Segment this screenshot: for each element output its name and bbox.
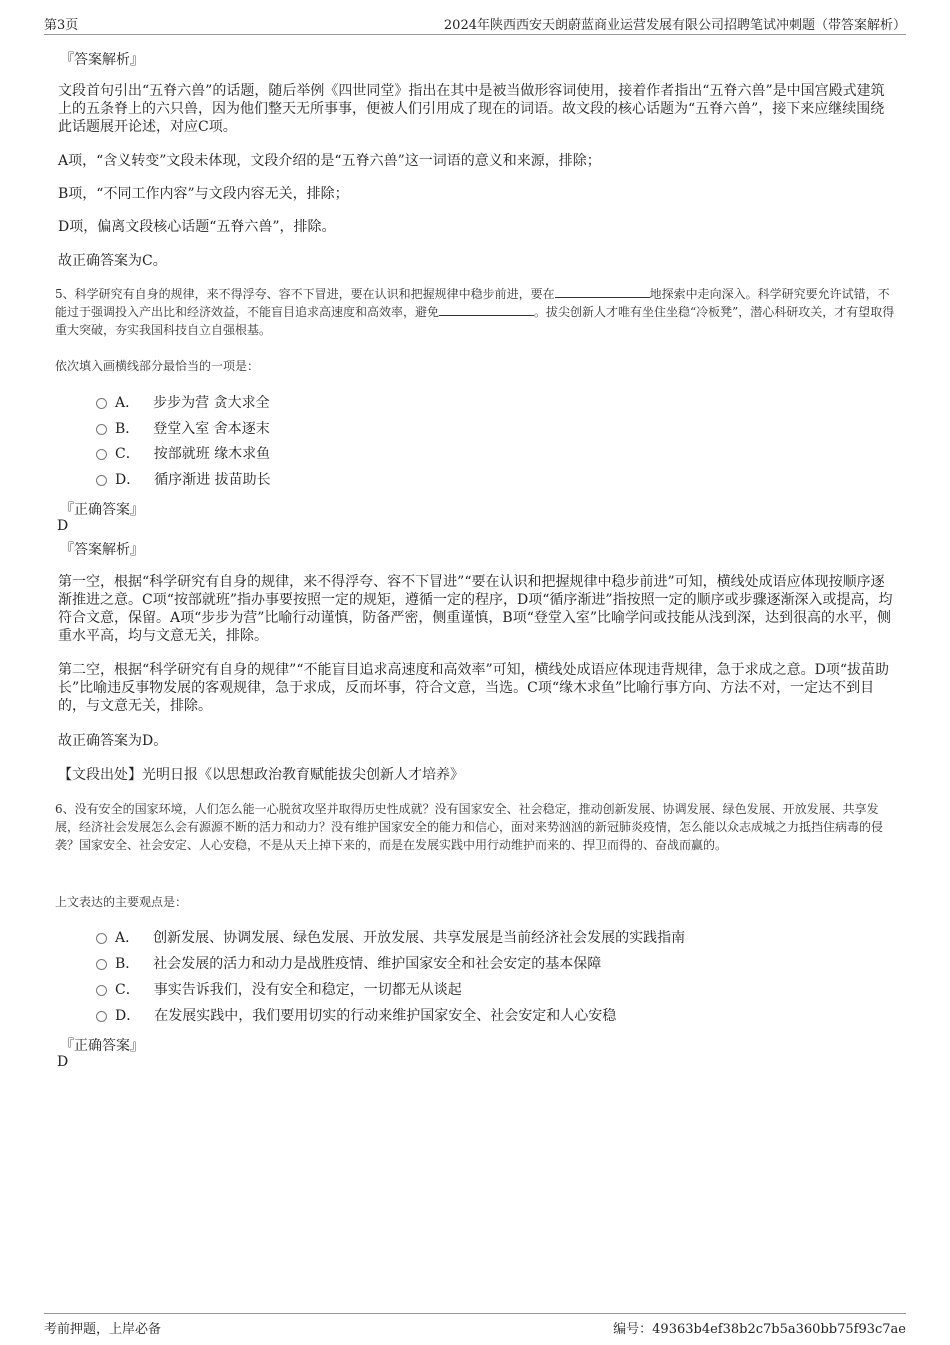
radio-icon[interactable] xyxy=(96,933,107,944)
radio-icon[interactable] xyxy=(96,475,107,486)
q6-answer-label: 『正确答案』 xyxy=(60,1038,144,1054)
q6-answer: D xyxy=(57,1054,69,1070)
q6-prompt: 上文表达的主要观点是： xyxy=(55,895,188,909)
q5-option-d[interactable]: D． 循序渐进 拔苗助长 xyxy=(96,471,271,489)
q4-conclusion: 故正确答案为C。 xyxy=(58,253,167,269)
blank-2 xyxy=(439,305,534,316)
q4-explain: 文段首句引出“五脊六兽”的话题，随后举例《四世同堂》指出在其中是被当做形容词使用，接着作者指出“五脊六兽”是中国宫殿式建筑上的五条脊上的六只兽，因为他们整天无所事事，便被人们引用成了现在的词语。故文段的核心话题为“五脊六兽”，接下来应继续围绕此话题展开论述，对应C项。 xyxy=(58,83,885,135)
page-footer xyxy=(44,1313,906,1336)
q5-option-c[interactable]: C． 按部就班 缘木求鱼 xyxy=(96,445,270,463)
document-code: 编号：49363b4ef38b2c7b5a360bb75f93c7ae xyxy=(613,1322,906,1337)
q6-option-a[interactable]: A． 创新发展、协调发展、绿色发展、开放发展、共享发展是当前经济社会发展的实践指南 xyxy=(96,929,685,947)
q5-prompt: 依次填入画横线部分最恰当的一项是： xyxy=(55,359,260,373)
q4-reason-b: B项，“不同工作内容”与文段内容无关，排除； xyxy=(58,186,349,202)
q5-explain-label: 『答案解析』 xyxy=(60,542,144,558)
radio-icon[interactable] xyxy=(96,959,107,970)
q5-stem: 5、科学研究有自身的规律，来不得浮夸、容不下冒进，要在认识和把握规律中稳步前进，要在 地探索中走向深入。科学研究要允许试错，不能过于强调投入产出比和经济效益，不能盲目追求高速度和高效率，避免 。拔尖创新人才唯有坐住坐稳“冷板凳”，潜心科研攻关，才有望取得重大突破，夯实我国科技自立自强根基。 xyxy=(55,287,895,337)
blank-1 xyxy=(555,287,650,298)
document-title: 2024年陕西西安天朗蔚蓝商业运营发展有限公司招聘笔试冲刺题（带答案解析） xyxy=(443,18,906,33)
radio-icon[interactable] xyxy=(96,1011,107,1022)
footer-slogan: 考前押题，上岸必备 xyxy=(44,1322,162,1337)
radio-icon[interactable] xyxy=(96,449,107,460)
q5-explain-2: 第二空，根据“科学研究有自身的规律”“不能盲目追求高速度和高效率”可知，横线处成语应体现违背规律，急于求成之意。D项“拔苗助长”比喻违反事物发展的客观规律，急于求成，反而坏事，符合文意，当选。C项“缘木求鱼”比喻行事方向、方法不对，一定达不到目的，与文意无关，排除。 xyxy=(58,662,890,714)
q5-source: 【文段出处】光明日报《以思想政治教育赋能拔尖创新人才培养》 xyxy=(58,767,464,783)
q5-option-a[interactable]: A． 步步为营 贪大求全 xyxy=(96,394,270,412)
q5-answer-label: 『正确答案』 xyxy=(60,502,144,518)
q5-answer: D xyxy=(57,518,69,534)
q4-reason-d: D项，偏离文段核心话题“五脊六兽”，排除。 xyxy=(58,219,336,235)
q6-option-d[interactable]: D． 在发展实践中，我们要用切实的行动来维护国家安全、社会安定和人心安稳 xyxy=(96,1007,616,1025)
page-header xyxy=(44,12,906,35)
q4-reason-a: A项，“含义转变”文段未体现，文段介绍的是“五脊六兽”这一词语的意义和来源，排除； xyxy=(58,153,601,169)
q6-option-c[interactable]: C． 事实告诉我们，没有安全和稳定，一切都无从谈起 xyxy=(96,981,462,999)
q4-explain-label: 『答案解析』 xyxy=(60,52,144,68)
page-number: 第3页 xyxy=(44,18,79,33)
q5-explain-1: 第一空，根据“科学研究有自身的规律，来不得浮夸、容不下冒进”“要在认识和把握规律中稳步前进”可知，横线处成语应体现按顺序逐渐推进之意。C项“按部就班”指办事要按照一定的规矩，遵循一定的程序，D项“循序渐进”指按照一定的顺序或步骤逐渐深入或提高，均符合文意，保留。A项“步步为营”比喻行动谨慎，防备严密，侧重谨慎，B项“登堂入室”比喻学问或技能从浅到深，达到很高的水平，侧重水平高，均与文意无关，排除。 xyxy=(58,574,893,644)
q6-option-b[interactable]: B． 社会发展的活力和动力是战胜疫情、维护国家安全和社会安定的基本保障 xyxy=(96,955,601,973)
q5-option-b[interactable]: B． 登堂入室 舍本逐末 xyxy=(96,420,270,438)
radio-icon[interactable] xyxy=(96,398,107,409)
radio-icon[interactable] xyxy=(96,985,107,996)
q5-conclusion: 故正确答案为D。 xyxy=(58,733,168,749)
q6-stem: 6、没有安全的国家环境，人们怎么能一心脱贫攻坚并取得历史性成就？没有国家安全、社会稳定，推动创新发展、协调发展、绿色发展、开放发展、共享发展，经济社会发展怎么会有源源不断的活力和动力？没有维护国家安全的能力和信心，面对来势汹汹的新冠肺炎疫情，怎么能以众志成城之力抵挡住病毒的侵袭？国家安全、社会安定、人心安稳，不是从天上掉下来的，而是在发展实践中用行动维护而来的、捍卫而得的、奋战而赢的。 xyxy=(55,802,884,852)
radio-icon[interactable] xyxy=(96,424,107,435)
